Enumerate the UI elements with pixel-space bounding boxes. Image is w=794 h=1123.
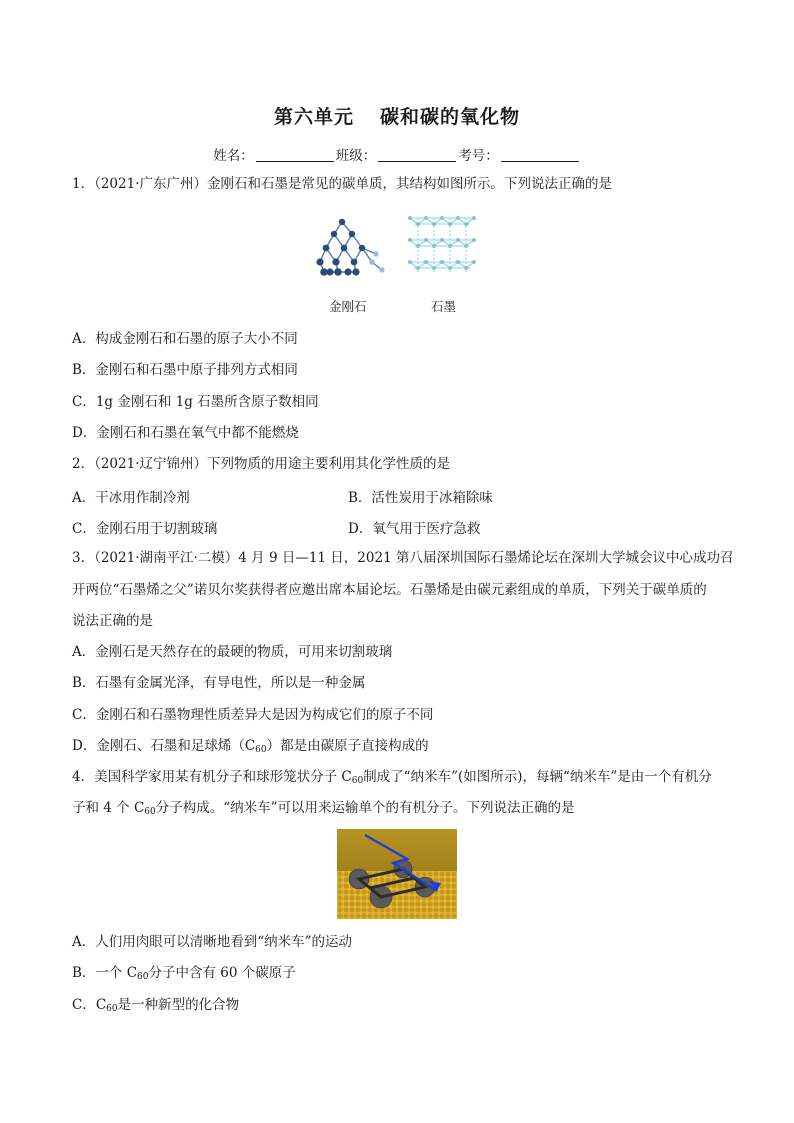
q1-stem: 1．（2021·广东广州）金刚石和石墨是常见的碳单质，其结构如图所示。下列说法正确的是 xyxy=(72,176,612,192)
name-label: 姓名： xyxy=(213,148,254,164)
nanocar-image xyxy=(337,829,457,919)
class-label: 班级： xyxy=(335,148,377,164)
q3-stem-line1: 3．（2021·湖南平江·二模）4 月 9 日—11 日，2021 第八届深圳国际石墨烯论坛在深圳大学城会议中心成功召 xyxy=(72,550,734,566)
page-title xyxy=(0,102,794,129)
q4-stem-line2: 子和 4 个 $C_{60}$分子构成。“纳米车”可以用来运输单个的有机分子。下列说法正确的是 xyxy=(72,800,575,817)
q2-option-b[interactable]: B．活性炭用于冰箱除味 xyxy=(348,490,493,506)
q1-option-a[interactable]: A．构成金刚石和石墨的原子大小不同 xyxy=(72,331,298,347)
q4-option-c[interactable]: C．$C_{60}$是一种新型的化合物 xyxy=(72,997,240,1014)
caption-diamond: 金刚石 xyxy=(329,299,367,314)
exam-number-blank[interactable] xyxy=(501,147,579,162)
q3-stem-line3: 说法正确的是 xyxy=(72,613,153,629)
q3-option-d[interactable]: D．金刚石、石墨和足球烯$(C_{60})$都是由碳原子直接构成的 xyxy=(72,738,429,755)
diamond-structure-image xyxy=(312,212,388,280)
q2-stem: 2．（2021·辽宁锦州）下列物质的用途主要利用其化学性质的是 xyxy=(72,456,450,472)
q4-stem-line1: 4．美国科学家用某有机分子和球形笼状分子 $C_{60}$制成了“纳米车”(如图所示)，每辆“纳米车”是由一个有机分 xyxy=(72,769,712,786)
caption-graphite: 石墨 xyxy=(431,299,457,314)
q3-stem-line2: 开两位“石墨烯之父”诺贝尔奖获得者应邀出席本届论坛。石墨烯是由碳元素组成的单质，下列关于碳单质的 xyxy=(72,582,707,598)
q2-option-a[interactable]: A．干冰用作制冷剂 xyxy=(72,490,190,506)
q2-option-d[interactable]: D．氧气用于医疗急救 xyxy=(348,521,481,537)
graphite-structure-image xyxy=(404,210,480,282)
q1-option-d[interactable]: D．金刚石和石墨在氧气中都不能燃烧 xyxy=(72,425,299,441)
q4-option-a[interactable]: A．人们用肉眼可以清晰地看到“纳米车”的运动 xyxy=(72,934,353,950)
exam-number-label: 考号： xyxy=(458,148,499,164)
name-blank[interactable] xyxy=(256,147,334,162)
q2-option-c[interactable]: C．金刚石用于切割玻璃 xyxy=(72,521,218,537)
q3-option-b[interactable]: B．石墨有金属光泽，有导电性，所以是一种金属 xyxy=(72,675,366,691)
q3-option-a[interactable]: A．金刚石是天然存在的最硬的物质，可用来切割玻璃 xyxy=(72,644,393,660)
student-info-line xyxy=(0,144,794,164)
unit-topic: 碳和碳的氧化物 xyxy=(380,106,521,128)
q1-option-c[interactable]: C．1g 金刚石和 1g 石墨所含原子数相同 xyxy=(72,394,319,410)
q3-option-c[interactable]: C．金刚石和石墨物理性质差异大是因为构成它们的原子不同 xyxy=(72,707,434,723)
q1-option-b[interactable]: B．金刚石和石墨中原子排列方式相同 xyxy=(72,362,298,378)
class-blank[interactable] xyxy=(378,147,456,162)
q4-option-b[interactable]: B．一个 $C_{60}$分子中含有 60 个碳原子 xyxy=(72,965,296,982)
unit-label: 第六单元 xyxy=(273,106,354,128)
